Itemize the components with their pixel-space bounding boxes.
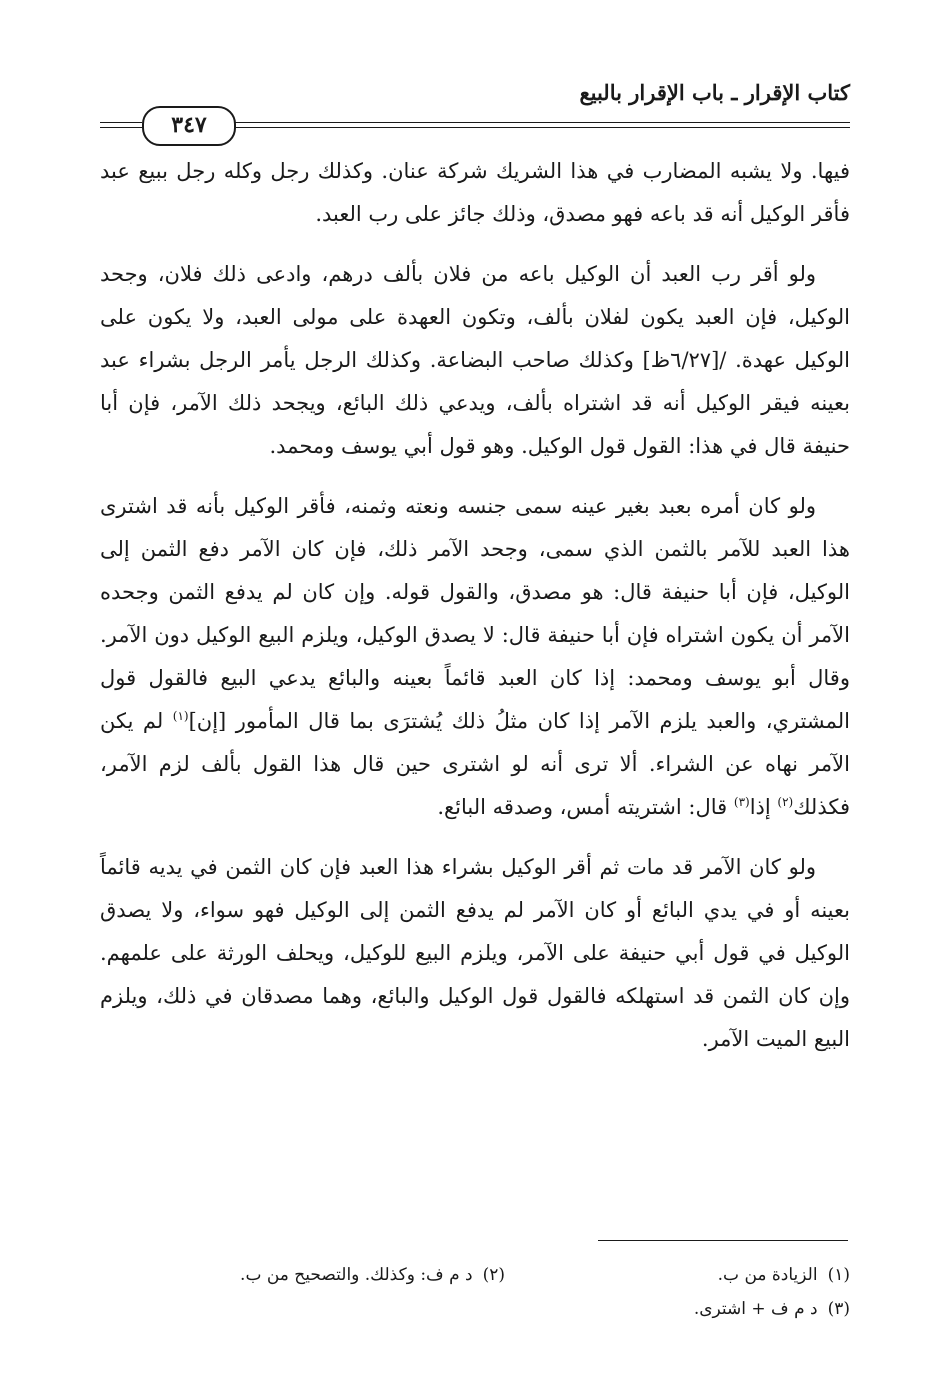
footnote-text: الزيادة من ب. xyxy=(717,1265,818,1285)
paragraph-3-text-d: قال: اشتريته أمس، وصدقه البائع. xyxy=(437,795,734,819)
footnote-number: (٣) xyxy=(827,1299,850,1319)
header-rule-left-bottom xyxy=(100,127,142,128)
footnote-text: د م ف: وكذلك. والتصحيح من ب. xyxy=(240,1265,473,1285)
footnote-1 xyxy=(505,1258,850,1292)
paragraph-3-text-b: لم يكن الآمر نهاه عن الشراء. ألا ترى أنه لو اشترى حين قال هذا القول بألف لزم الآمر، فكذلك xyxy=(100,709,850,819)
footnote-3 xyxy=(505,1292,850,1326)
footnotes xyxy=(100,1258,850,1326)
header-rule-bottom xyxy=(232,127,850,128)
footnote-ref-1: (١) xyxy=(172,709,189,723)
footnote-2 xyxy=(160,1258,505,1292)
footnote-number: (٢) xyxy=(482,1265,505,1285)
footnote-text: د م ف + اشترى. xyxy=(693,1299,818,1319)
paragraph-2: ولو أقر رب العبد أن الوكيل باعه من فلان بألف درهم، وادعى ذلك فلان، وجحد الوكيل، فإن العبد يكون لفلان بألف، وتكون العهدة على مولى العبد، ولا يكون على الوكيل عهدة. /[٦/٢٧ظ] وكذلك صاحب البضاعة. وكذلك الرجل يأمر الرجل بشراء عبد بعينه فيقر الوكيل أنه قد اشتراه بألف، ويدعي ذلك البائع، ويجحد ذلك الآمر، فإن أبا حنيفة قال في هذا: القول قول الوكيل. وهو قول أبي يوسف ومحمد. xyxy=(100,262,850,458)
header-rule-top xyxy=(232,122,850,123)
footnote-separator xyxy=(598,1240,848,1241)
page-number: ٣٤٧ xyxy=(142,106,236,146)
footnote-row xyxy=(100,1258,850,1292)
paragraph-3 xyxy=(100,485,850,829)
running-header xyxy=(100,80,850,138)
footnote-ref-3: (٣) xyxy=(733,795,750,809)
header-rule-left-top xyxy=(100,122,142,123)
paragraph-1: فيها. ولا يشبه المضارب في هذا الشريك شركة عنان. وكذلك رجل وكله رجل ببيع عبد فأقر الوكيل أنه قد باعه فهو مصدق، وذلك جائز على رب العبد. xyxy=(100,159,850,226)
footnote-ref-2: (٢) xyxy=(777,795,794,809)
footnote-number: (١) xyxy=(827,1265,850,1285)
chapter-title: كتاب الإقرار ـ باب الإقرار بالبيع xyxy=(579,80,850,105)
paragraph-4: ولو كان الآمر قد مات ثم أقر الوكيل بشراء هذا العبد فإن كان الثمن في يديه قائماً بعينه أو في يدي البائع أو كان الآمر لم يدفع الثمن إلى الوكيل فهو سواء، ولا يصدق الوكيل في قول أبي حنيفة على الآمر، ويلزم البيع للوكيل، ويحلف الورثة على علمهم. وإن كان الثمن قد استهلكه فالقول قول الوكيل والبائع، وهما مصدقان في ذلك، ويلزم البيع الميت الآمر. xyxy=(100,855,850,1051)
paragraph-3-text-a: ولو كان أمره بعبد بغير عينه سمى جنسه ونعته وثمنه، فأقر الوكيل بأنه قد اشترى هذا العبد للآمر بالثمن الذي سمى، وجحد الآمر ذلك، فإن كان الآمر دفع الثمن إلى الوكيل، فإن أبا حنيفة قال: هو مصدق، والقول قوله. وإن كان لم يدفع الثمن وجحده الآمر أن يكون اشتراه فإن أبا حنيفة قال: لا يصدق الوكيل، ويلزم البيع الوكيل دون الآمر. وقال أبو يوسف ومحمد: إذا كان العبد قائماً بعينه والبائع يدعي البيع فالقول قول المشتري، والعبد يلزم الآمر إذا كان مثلُ ذلك يُشترَى بما قال المأمور [إن] xyxy=(100,494,850,733)
paragraph-3-text-c: إذا xyxy=(749,795,778,819)
main-text xyxy=(100,150,850,1078)
footnote-row xyxy=(100,1292,850,1326)
